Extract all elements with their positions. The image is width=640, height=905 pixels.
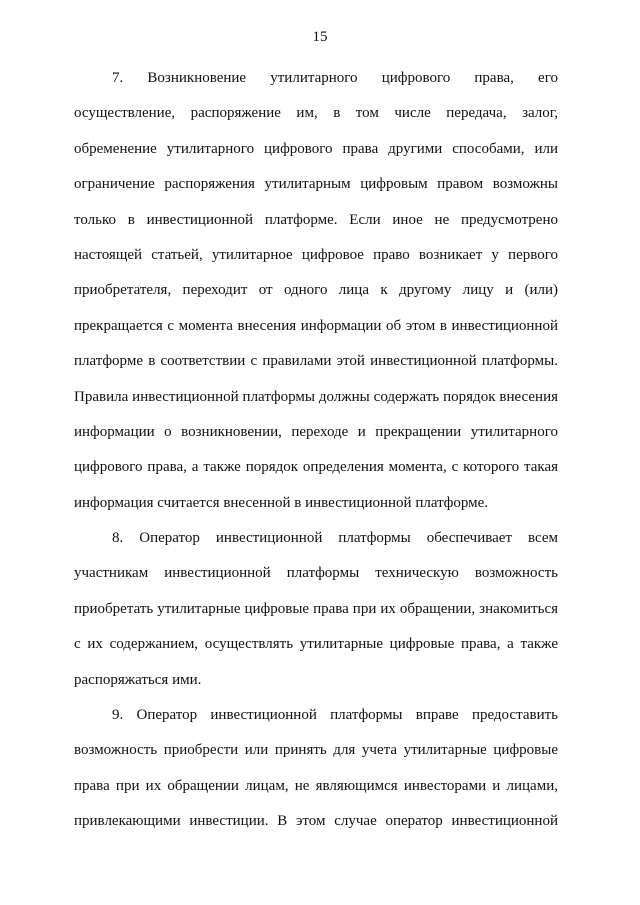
text-line: только в инвестиционной платформе. Если иное не предусмотрено [74, 211, 558, 228]
text-line: прекращается с момента внесения информации об этом в инвестиционной [74, 317, 558, 334]
text-line: информация считается внесенной в инвестиционной платформе. [74, 494, 489, 511]
text-line: права при их обращении лицам, не являющимся инвесторами и лицами, [74, 777, 558, 794]
text-line: приобретать утилитарные цифровые права при их обращении, знакомиться [74, 600, 558, 617]
paragraph-8 [74, 521, 558, 698]
text-line: с их содержанием, осуществлять утилитарные цифровые права, а также [74, 636, 558, 653]
text-line: приобретателя, переходит от одного лица к другому лицу и (или) [74, 282, 558, 299]
text-line: платформе в соответствии с правилами этой инвестиционной платформы. [74, 353, 558, 370]
text-line: распоряжаться ими. [74, 671, 202, 688]
paragraph-9 [74, 698, 558, 840]
text-line: цифрового права, а также порядок определения момента, с которого такая [74, 459, 558, 476]
text-line: Правила инвестиционной платформы должны содержать порядок внесения [74, 388, 558, 405]
text-line: участникам инвестиционной платформы техническую возможность [74, 565, 558, 582]
text-line: обременение утилитарного цифрового права другими способами, или [74, 140, 558, 157]
text-line: привлекающими инвестиции. В этом случае оператор инвестиционной [74, 813, 558, 830]
text-line: осуществление, распоряжение им, в том числе передача, залог, [74, 105, 558, 122]
text-line: 7. Возникновение утилитарного цифрового права, его [112, 70, 558, 86]
text-line: настоящей статьей, утилитарное цифровое право возникает у первого [74, 246, 558, 263]
page-number: 15 [312, 29, 328, 45]
text-line: информации о возникновении, переходе и прекращении утилитарного [74, 423, 558, 440]
text-line: ограничение распоряжения утилитарным цифровым правом возможны [74, 176, 558, 193]
text-line: 9. Оператор инвестиционной платформы вправе предоставить [112, 707, 558, 724]
document-body [74, 61, 558, 840]
paragraph-7 [74, 61, 558, 521]
text-line: возможность приобрести или принять для учета утилитарные цифровые [74, 742, 558, 759]
text-line: 8. Оператор инвестиционной платформы обеспечивает всем [112, 530, 558, 547]
